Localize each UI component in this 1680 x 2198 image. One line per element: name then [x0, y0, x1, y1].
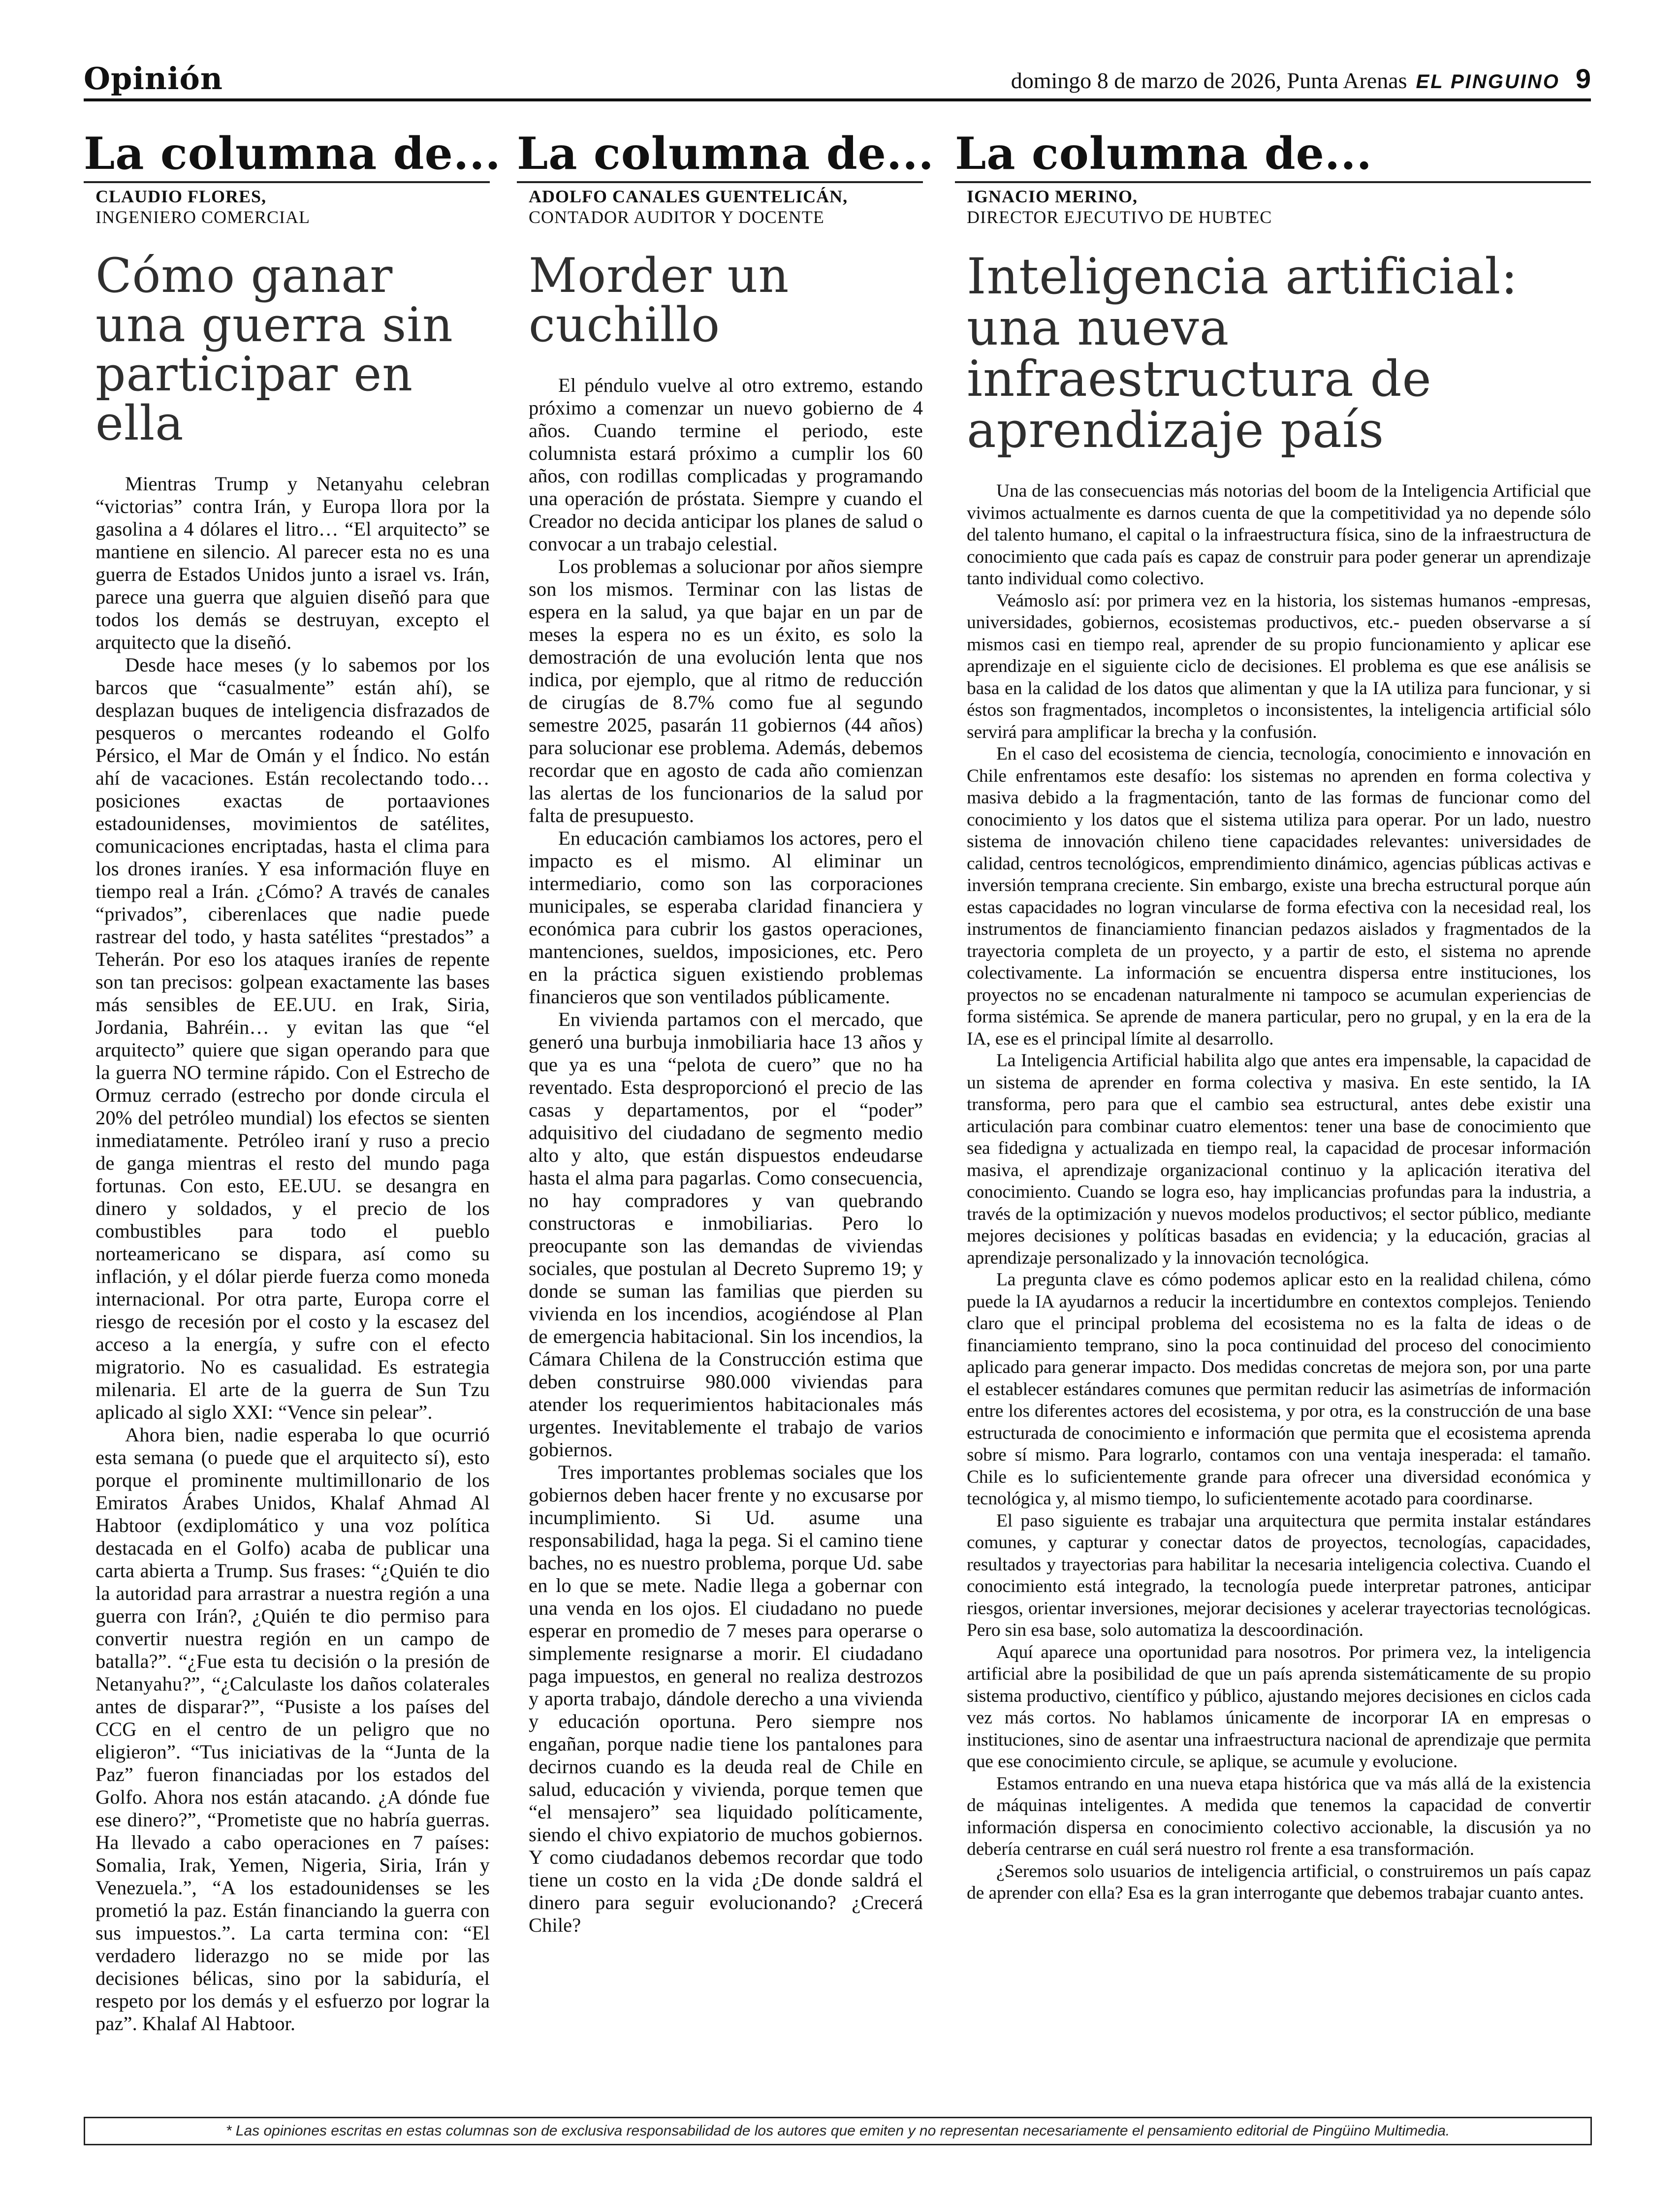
article-headline: Cómo ganar una guerra sin participar en ella — [95, 248, 453, 451]
column-kicker: La columna de... — [517, 129, 923, 183]
author-byline — [955, 186, 1591, 227]
paragraph: Ahora bien, nadie esperaba lo que ocurrió esta semana (o puede que el arquitecto sí), esto porque el prominente multimillonario de los Emiratos Árabes Unidos, Khalaf Ahmad Al Habtoor (exdiplomático y una voz política destacada en el Golfo) acaba de publicar una carta abierta a Trump. Sus frases: “¿Quién te dio la autoridad para arrastrar a nuestra región a una guerra con Irán?, ¿Quién te dio permiso para convertir nuestra región en un campo de batalla?”. “¿Fue esta tu decisión o la presión de Netanyahu?”, “¿Calculaste los daños colaterales antes de disparar?”, “Pusiste a los países del CCG en el centro de un peligro que no eligieron”. “Tus iniciativas de la “Junta de la Paz” fueron financiadas por los estados del Golfo. Ahora nos están atacando. ¿A dónde fue ese dinero?”, “Prometiste que no habría guerras. Ha llevado a cabo operaciones en 7 países: Somalia, Irak, Yemen, Nigeria, Siria, Irán y Venezuela.”, “A los estadounidenses se les prometió la paz. Están financiando la guerra con sus impuestos.”. La carta termina con: “El verdadero liderazgo no se mide por las decisiones bélicas, sino por la sabiduría, el respeto por los demás y el esfuerzo por lograr la paz”. Khalaf Al Habtoor. — [95, 1424, 490, 2035]
author-role: INGENIERO COMERCIAL — [95, 207, 310, 227]
author-name: ADOLFO CANALES GUENTELICÁN, — [529, 187, 848, 206]
paragraph: El paso siguiente es trabajar una arquitectura que permita instalar estándares comunes, y capturar y conectar datos de proyectos, tecnologías, capacidades, resultados y trayectorias para habilitar la necesaria inteligencia colectiva. Cuando el conocimiento está integrado, la tecnología puede interpretar patrones, anticipar riesgos, orientar inversiones, mejorar decisiones y acelerar trayectorias tecnológicas. Pero sin esa base, solo automatiza la descoordinación. — [967, 1510, 1591, 1640]
article-headline: Inteligencia artificial: una nueva infraestructura de aprendizaje país — [967, 248, 1519, 459]
paragraph: Estamos entrando en una nueva etapa histórica que va más allá de la existencia de máquinas inteligentes. A medida que tenemos la capacidad de convertir información dispersa en conocimiento colectivo accionable, la discusión ya no debería centrarse en cuál será nuestro rol frente a esa transformación. — [967, 1773, 1591, 1859]
newspaper-logo: EL PINGUINO — [1416, 71, 1560, 93]
article-headline: Morder un cuchillo — [529, 248, 790, 352]
article-body — [517, 374, 923, 1937]
paragraph: Una de las consecuencias más notorias del boom de la Inteligencia Artificial que vivimos actualmente es darnos cuenta de que la competitividad ya no depende sólo del talento humano, el capital o la infraestructura física, sino de la infraestructura de conocimiento que cada país es capaz de construir para poder generar un aprendizaje tanto individual como colectivo. — [967, 481, 1591, 589]
author-role: CONTADOR AUDITOR Y DOCENTE — [529, 207, 824, 227]
column-claudio-flores — [84, 127, 501, 2035]
paragraph: Aquí aparece una oportunidad para nosotros. Por primera vez, la inteligencia artificial abre la posibilidad de que un país aprenda sistemáticamente de su propio sistema productivo, científico y público, ajustando mejores decisiones en ciclos cada vez más cortos. No hablamos únicamente de incorporar IA en empresas o instituciones, sino de asentar una infraestructura nacional de aprendizaje que permita que ese conocimiento circule, se aplique, se acumule y evolucione. — [967, 1642, 1591, 1772]
disclaimer-text: * Las opiniones escritas en estas columnas son de exclusiva responsabilidad de los autores que emiten y no representan necesariamente el pensamiento editorial de Pingüino Multimedia. — [225, 2123, 1450, 2139]
paragraph: Desde hace meses (y lo sabemos por los barcos que “casualmente” están ahí), se desplazan buques de inteligencia disfrazados de pesqueros o mercantes rodeando el Golfo Pérsico, el Mar de Omán y el Índico. No están ahí de vacaciones. Están recolectando todo…posiciones exactas de portaaviones estadounidenses, movimientos de satélites, comunicaciones encriptadas, hasta el clima para los drones iraníes. Y esa información fluye en tiempo real a Irán. ¿Cómo? A través de canales “privados”, ciberenlaces que nadie puede rastrear del todo, y hasta satélites “prestados” a Teherán. Por eso los ataques iraníes de repente son tan precisos: golpean exactamente las bases más sensibles de EE.UU. en Irak, Siria, Jordania, Bahréin… y evitan las que “el arquitecto” quiere que sigan operando para que la guerra NO termine rápido. Con el Estrecho de Ormuz cerrado (estrecho por donde circula el 20% del petróleo mundial) los efectos se sienten inmediatamente. Petróleo iraní y ruso a precio de ganga mientras el resto del mundo paga fortunas. Con esto, EE.UU. se desangra en dinero y soldados, y el precio de los combustibles para todo el pueblo norteamericano se dispara, así como su inflación, y el dólar pierde fuerza como moneda internacional. Por otra parte, Europa corre el riesgo de recesión por el costo y la escasez del acceso a la energía, y sufre con el efecto migratorio. No es casualidad. Es estrategia milenaria. El arte de la guerra de Sun Tzu aplicado al siglo XXI: “Vence sin pelear”. — [95, 654, 490, 1423]
disclaimer-box — [84, 2117, 1592, 2145]
page-header — [84, 59, 1591, 101]
column-kicker: La columna de... — [955, 129, 1591, 183]
article-body — [955, 480, 1591, 1905]
paragraph: En educación cambiamos los actores, pero el impacto es el mismo. Al eliminar un intermediario, como son las corporaciones municipales, se esperaba claridad financiera y económica para cubrir los gastos operaciones, mantenciones, sueldos, imposiciones, etc. Pero en la práctica siguen existiendo problemas financieros que son ventilados públicamente. — [529, 827, 923, 1008]
paragraph: La pregunta clave es cómo podemos aplicar esto en la realidad chilena, cómo puede la IA ayudarnos a reducir la incertidumbre en contextos complejos. Teniendo claro que el principal problema del ecosistema no es la falta de ideas o de financiamiento temprano, sino la poca continuidad del proceso del conocimiento aplicado para generar impacto. Dos medidas concretas de mejora son, por una parte el establecer estándares comunes que permitan reducir las asimetrías de información entre los diferentes actores del ecosistema, y por otra, es la construcción de una base estructurada de conocimiento e información que permita que el ecosistema aprenda sobre sí mismo. Para lograrlo, contamos con una ventaja inesperada: el tamaño. Chile es lo suficientemente grande para ofrecer una diversidad económica y tecnológica y, al mismo tiempo, lo suficientemente acotado para coordinarse. — [967, 1270, 1591, 1509]
section-title: Opinión — [84, 61, 223, 96]
author-name: CLAUDIO FLORES, — [95, 187, 267, 206]
column-kicker: La columna de... — [84, 129, 490, 183]
paragraph: ¿Seremos solo usuarios de inteligencia artificial, o construiremos un país capaz de aprender con ella? Esa es la gran interrogante que debemos trabajar cuanto antes. — [967, 1861, 1591, 1903]
paragraph: El péndulo vuelve al otro extremo, estando próximo a comenzar un nuevo gobierno de 4 años. Cuando termine el periodo, este columnista estará próximo a cumplir los 60 años, con rodillas complicadas y programando una operación de próstata. Siempre y cuando el Creador no decida anticipar los planes de salud o convocar a un trabajo celestial. — [529, 374, 923, 555]
header-meta — [1011, 63, 1591, 95]
column-ignacio-merino — [955, 129, 1591, 1905]
paragraph: En el caso del ecosistema de ciencia, tecnología, conocimiento e innovación en Chile enfrentamos este desafío: los sistemas no aprenden en forma colectiva y masiva debido a la fragmentación, tanto de las formas de funcionar como del conocimiento y los datos que el sistema utiliza para operar. Por un lado, nuestro sistema de innovación chileno tiene capacidades relevantes: universidades de calidad, centros tecnológicos, emprendimiento dinámico, agencias públicas activas e inversión temprana creciente. Sin embargo, existe una brecha estructural porque aún estas capacidades no logran vincularse de forma efectiva con la necesidad real, los instrumentos de financiamiento financian pedazos aislados y fragmentados de la trayectoria completa de un proyecto, y a partir de esto, el sistema no aprende colectivamente. La información se encuentra dispersa entre instituciones, los proyectos no se encadenan naturalmente ni tampoco se acumulan experiencias de forma sistémica. Se aprende de manera particular, pero no grupal, y en la era de la IA, ese es el principal límite al desarrollo. — [967, 744, 1591, 1049]
paragraph: En vivienda partamos con el mercado, que generó una burbuja inmobiliaria hace 13 años y que ya es una “pelota de cuero” que no ha reventado. Esta desproporcionó el precio de las casas y departamentos, por el “poder” adquisitivo del ciudadano de segmento medio alto y alto, que están dispuestos endeudarse hasta el alma para pagarlas. Como consecuencia, no hay compradores y van quebrando constructoras e inmobiliarias. Pero lo preocupante son las demandas de viviendas sociales, que postulan al Decreto Supremo 19; y donde se suman las familias que pierden su vivienda en los incendios, acogiéndose al Plan de emergencia habitacional. Sin los incendios, la Cámara Chilena de la Construcción estima que deben construirse 980.000 viviendas para atender los requerimientos habitacionales más urgentes. Inevitablemente el trabajo de varios gobiernos. — [529, 1008, 923, 1461]
author-byline — [517, 186, 923, 227]
date-place: domingo 8 de marzo de 2026, Punta Arenas — [1011, 68, 1407, 93]
paragraph: Mientras Trump y Netanyahu celebran “victorias” contra Irán, y Europa llora por la gasolina a 4 dólares el litro… “El arquitecto” se mantiene en silencio. Al parecer esta no es una guerra de Estados Unidos junto a israel vs. Irán, parece una guerra que alguien diseñó para que todos los demás se destruyan, excepto el arquitecto que la diseñó. — [95, 473, 490, 653]
author-name: IGNACIO MERINO, — [967, 187, 1138, 206]
page-number: 9 — [1575, 63, 1591, 94]
paragraph: Tres importantes problemas sociales que los gobiernos deben hacer frente y no excusarse por incumplimiento. Si Ud. asume una responsabilidad, haga la pega. Si el camino tiene baches, no es nuestro problema, porque Ud. sabe en lo que se mete. Nadie llega a gobernar con una venda en los ojos. El ciudadano no puede esperar en promedio de 7 meses para operarse o simplemente resignarse a morir. El ciudadano paga impuestos, en general no realiza destrozos y aporta trabajo, dándole derecho a una vivienda y educación oportuna. Pero siempre nos engañan, porque nadie tiene los pantalones para decirnos cuando es la deuda real de Chile en salud, educación y vivienda, porque temen que “el mensajero” sea liquidado políticamente, siendo el chivo expiatorio de muchos gobiernos. Y como ciudadanos debemos recordar que todo tiene un costo en la vida ¿De donde saldrá el dinero para seguir evolucionando? ¿Crecerá Chile? — [529, 1461, 923, 1936]
author-role: DIRECTOR EJECUTIVO DE HUBTEC — [967, 207, 1272, 227]
paragraph: La Inteligencia Artificial habilita algo que antes era impensable, la capacidad de un sistema de aprender en forma colectiva y masiva. En este sentido, la IA transforma, pero para que el cambio sea estructural, antes debe existir una articulación para combinar cuatro elementos: tener una base de conocimiento que sea fidedigna y actualizada en tiempo real, la capacidad de procesar información masiva, el aprendizaje organizacional continuo y la aplicación iterativa del conocimiento. Cuando se logra eso, hay implicancias profundas para la industria, a través de la optimización y nuevos modelos productivos; el sector público, mediante mejores decisiones y políticas basadas en evidencia; y la educación, gracias al aprendizaje personalizado y la innovación tecnológica. — [967, 1051, 1591, 1268]
paragraph: Veámoslo así: por primera vez en la historia, los sistemas humanos -empresas, universidades, gobiernos, ecosistemas productivos, etc.- pueden observarse a sí mismos casi en tiempo real, aprender de su propio funcionamiento y aplicar ese aprendizaje en el siguiente ciclo de decisiones. El problema es que ese análisis se basa en la calidad de los datos que alimentan y que la IA utiliza para funcionar, y si éstos son fragmentados, incompletos o inconsistentes, la inteligencia artificial sólo servirá para amplificar la brecha y la confusión. — [967, 590, 1591, 742]
article-body — [84, 473, 490, 2035]
paragraph: Los problemas a solucionar por años siempre son los mismos. Terminar con las listas de espera en la salud, ya que bajar en un par de meses la espera no es un éxito, es solo la demostración de una evolución lenta que nos indica, por ejemplo, que al ritmo de reducción de cirugías de 8.7% como fue al segundo semestre 2025, pasarán 11 gobiernos (44 años) para solucionar ese problema. Además, debemos recordar que en agosto de cada año comienzan las alertas de los funcionarios de la salud por falta de presupuesto. — [529, 555, 923, 827]
author-byline — [84, 186, 490, 227]
column-adolfo-canales — [517, 127, 934, 1937]
